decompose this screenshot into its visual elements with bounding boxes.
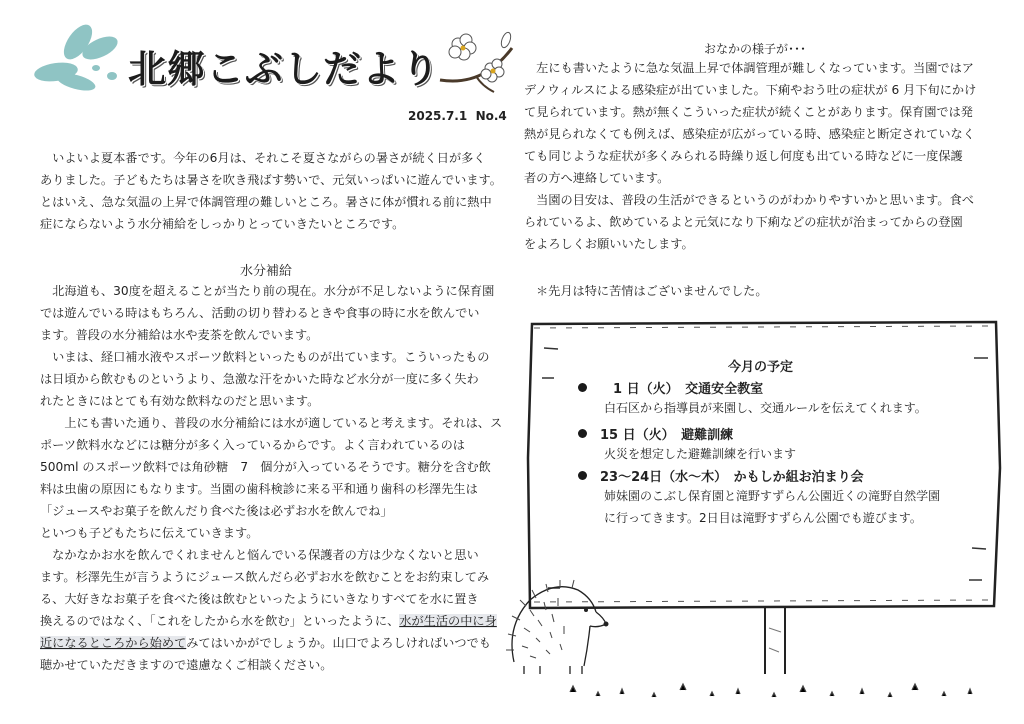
cherry-blossom-icon: [436, 28, 516, 96]
bullet-icon: [578, 429, 587, 438]
tummy-line: をよろしくお願いいたします。: [524, 237, 694, 251]
hydration-line-text: みてはいかがでしょうか。山口でよろしければいつでも: [186, 636, 491, 650]
event-desc-line: 姉妹園のこぶし保育園と滝野すずらん公園近くの滝野自然学園: [604, 489, 941, 503]
hedgehog-icon: [500, 566, 610, 676]
dragonfly-icon: [26, 20, 130, 98]
tummy-line: 者の方へ連絡しています。: [524, 171, 670, 185]
intro-line: いよいよ夏本番です。今年の6月は、それこそ夏さながらの暑さが続く日が多く: [40, 151, 486, 165]
hydration-line: ます。普段の水分補給は水や麦茶を飲んでいます。: [40, 328, 319, 342]
bullet-icon: [578, 383, 587, 392]
newsletter-title: 北郷こぶしだより: [128, 47, 441, 91]
event-desc-line: に行ってきます。2日目は滝野すずらん公園でも遊びます。: [604, 511, 922, 525]
hydration-line-text: 換えるのではなく、「これをしたから水を飲む」といったように、: [40, 614, 400, 628]
issue-date: 2025.7.1: [408, 109, 468, 123]
hydration-line: れたときにはとても有効な飲料なのだと思います。: [40, 394, 320, 408]
complaint-note: ＊先月は特に苦情はございませんでした。: [536, 284, 768, 298]
hydration-line: は日頃から飲むものというより、急激な汗をかいた時など水分が一度に多く失わ: [40, 372, 479, 386]
tummy-line: デノウィルスによる感染症が出ていました。下痢やおう吐の症状が 6 月下旬にかけ: [524, 83, 977, 97]
hydration-line: [40, 610, 502, 632]
tummy-line: ても同じような症状が多くみられる時繰り返し何度も出ている時などに一度保護: [524, 149, 963, 163]
event-desc-line: 火災を想定した避難訓練を行います: [604, 447, 797, 461]
tummy-line: 左にも書いたように急な気温上昇で体調管理が難しくなっています。当園ではア: [524, 61, 974, 75]
event-description: [604, 485, 940, 529]
grass-decoration: [560, 672, 990, 702]
event-description: [604, 443, 796, 465]
hydration-heading: 水分補給: [240, 264, 293, 279]
tummy-paragraph: [524, 57, 976, 255]
signpost-leg: [755, 608, 795, 678]
event-description: [604, 397, 927, 419]
hydration-paragraph: [40, 280, 502, 676]
event-title: 1 日（火） 交通安全教室: [600, 382, 764, 397]
highlighted-text: 近になるところから始めて: [40, 636, 187, 650]
highlighted-text: 水が生活の中に身: [399, 614, 497, 628]
tummy-heading: おなかの様子が･･･: [704, 42, 807, 56]
hydration-line: いまは、経口補水液やスポーツ飲料といったものが出ています。こういったもの: [40, 350, 490, 364]
hydration-line: ます。杉澤先生が言うようにジュース飲んだら必ずお水を飲むことをお約束してみ: [40, 570, 490, 584]
hydration-line: る、大好きなお菓子を食べた後は飲むといったようにいきなりすべてを水に置き: [40, 592, 479, 606]
issue-number: No.4: [475, 109, 507, 123]
hydration-line: 「ジュースやお菓子を飲んだり食べた後は必ずお水を飲んでね」: [40, 504, 393, 518]
tummy-line: 当園の目安は、普段の生活ができるというのがわかりやすいかと思います。食べ: [524, 193, 974, 207]
hydration-line: 料は虫歯の原因にもなります。当園の歯科検診に来る平和通り歯科の杉澤先生は: [40, 482, 478, 496]
event-title: 15 日（火） 避難訓練: [600, 428, 734, 443]
event-desc-line: 白石区から指導員が来園し、交通ルールを伝えてくれます。: [604, 401, 927, 415]
hydration-line: では遊んでいる時はもちろん、活動の切り替わるときや食事の時に水を飲んでい: [40, 306, 480, 320]
intro-line: とはいえ、急な気温の上昇で体調管理の難しいところ。暑さに体が慣れる前に熱中: [40, 195, 492, 209]
hydration-line: 上にも書いた通り、普段の水分補給には水が適していると考えます。それは、ス: [40, 416, 503, 430]
intro-line: ありました。子どもたちは暑さを吹き飛ばす勢いで、元気いっぱいに遊んでいます。: [40, 173, 502, 187]
intro-paragraph: [40, 147, 502, 235]
hydration-line: なかなかお水を飲んでくれませんと悩んでいる保護者の方は少なくないと思い: [40, 548, 479, 562]
issue-dateline: [408, 109, 507, 123]
tummy-line: 熱が見られなくても例えば、感染症が広がっている時、感染症と断定されていなく: [524, 127, 975, 141]
hydration-line: といつも子どもたちに伝えていきます。: [40, 526, 259, 540]
tummy-line: て見られています。熱が無くこういった症状が続くことがあります。保育園では発: [524, 105, 973, 119]
tummy-line: られているよ、飲めているよと元気になり下痢などの症状が治まってからの登園: [524, 215, 963, 229]
hydration-line: 500ml のスポーツ飲料では角砂糖 7 個分が入っているそうです。糖分を含む飲: [40, 460, 491, 474]
schedule-title: 今月の予定: [728, 360, 794, 375]
event-title: 23～24日（水～木） かもしか組お泊まり会: [600, 470, 864, 485]
hydration-line: ポーツ飲料水などには糖分が多く入っているからです。よく言われているのは: [40, 438, 465, 452]
hydration-line: [40, 632, 502, 654]
bullet-icon: [578, 471, 587, 480]
hydration-line: 北海道も、30度を超えることが当たり前の現在。水分が不足しないように保育園: [40, 284, 495, 298]
hydration-line: 聴かせていただきますので遠慮なくご相談ください。: [40, 658, 333, 672]
intro-line: 症にならないよう水分補給をしっかりとっていきたいところです。: [40, 217, 405, 231]
